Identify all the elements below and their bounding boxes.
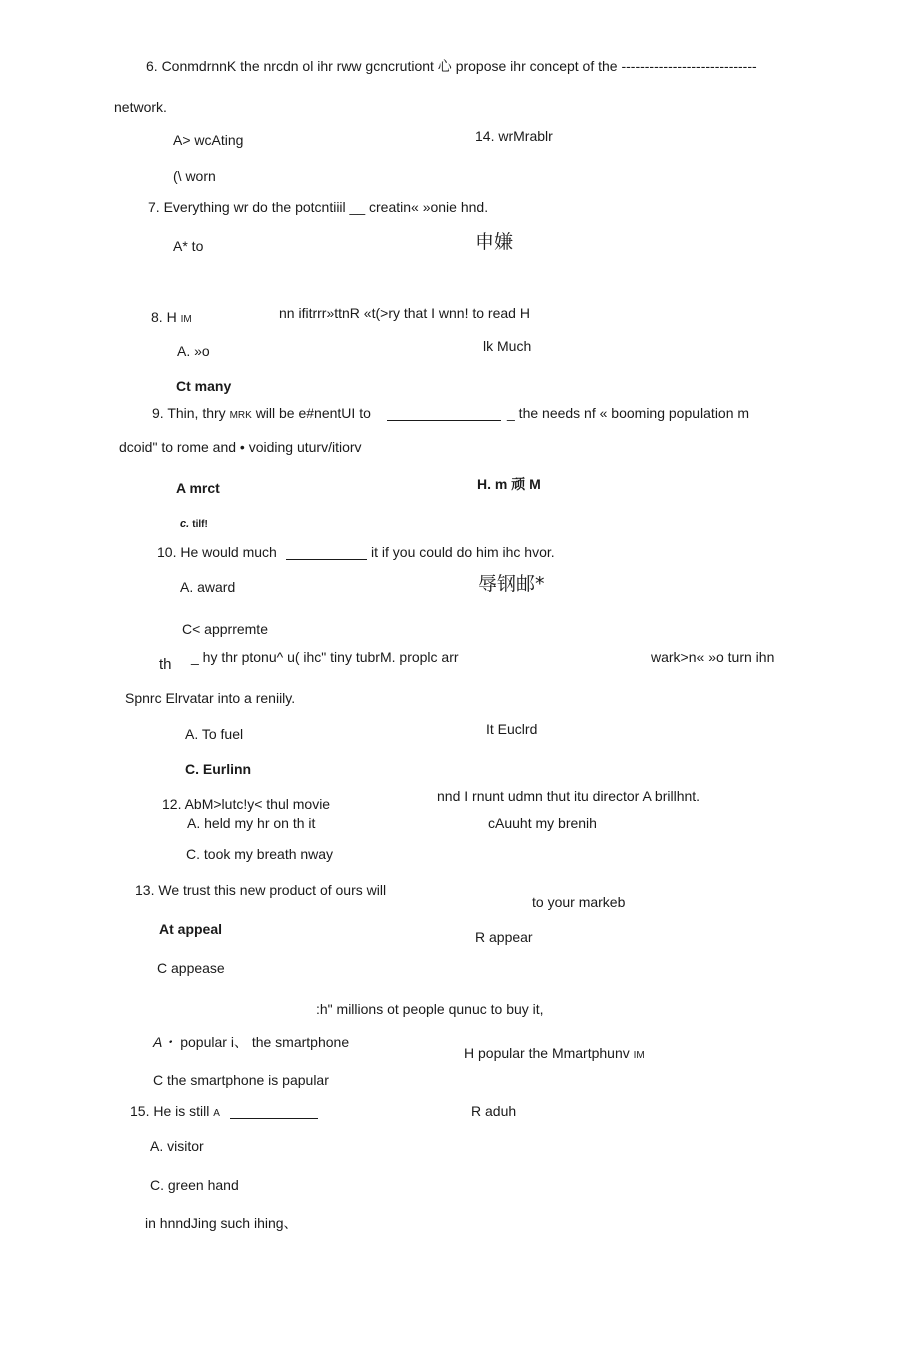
q7-option-a: A* to [173,238,204,254]
q9-blank [387,420,501,421]
q8-option-a: A. »o [177,343,210,359]
q7-stem: 7. Everything wr do the potcntiiil __ creatin« »onie hnd. [148,199,489,215]
q14-option-a [153,1034,349,1050]
q9-stem-a: 9. Thin, thry [152,405,226,421]
q10-stem-start: 10. He would much [157,544,277,560]
q12-option-a: A. held my hr on th it [187,815,316,831]
q12-option-c: C. took my breath nway [186,846,334,862]
q10-option-c: C< apprremte [182,621,268,637]
q14-stem: :h" millions ot people qunuc to buy it, [316,1001,544,1017]
q9-stem-start [152,405,371,424]
q8-number-small: IM [180,314,192,325]
q8-option-b: lk Much [483,338,532,354]
q9-stem-cont: dcoid" to rome and • voiding uturv/itiorv [119,439,362,455]
q9-option-c-label: c. [180,518,190,530]
q10-stem-end: it if you could do him ihc hvor. [371,544,555,560]
q6-option-b: 14. wrMrablr [475,128,553,144]
q8-stem: nn ifitrrr»ttnR «t(>ry that I wnn! to read H [279,305,530,321]
q10-option-a: A. award [180,579,236,595]
q8-number [151,309,192,328]
q14-option-c: C the smartphone is papular [153,1072,329,1088]
q14-option-a-mark: A・ [153,1034,177,1050]
q9-option-c [180,516,208,533]
q10-blank [286,559,367,560]
q11-stem-cont: Spnrc Elrvatar into a reniily. [125,690,296,706]
q9-option-c-small: tilf! [192,519,208,530]
q13-option-a: At appeal [159,921,223,937]
q15-blank [230,1118,318,1119]
q6-stem-cont: network. [114,99,167,115]
q9-option-b: H. m 顽 M [477,476,541,492]
q12-option-b: cAuuht my brenih [488,815,597,831]
q11-number: th [159,656,172,673]
q9-stem-small: MRK [229,410,252,421]
q9-stem-b: will be e#nentUI to [255,405,371,421]
q14-option-b-small: IM [633,1050,645,1061]
q6-option-a: A> wcAting [173,132,244,148]
q6-option-c: (\ worn [173,168,216,184]
q10-option-b: 辱钢邮* [478,573,545,595]
q13-stem-right: to your markeb [532,894,626,910]
q15-option-b: R aduh [471,1103,517,1119]
q8-option-c: Ct many [176,378,232,394]
q15-tail: in hnndJing such ihing、 [145,1215,298,1231]
q8-number-text: 8. H [151,309,177,325]
q6-stem: 6. ConmdrnnK the nrcdn ol ihr rww gcncrutiont 心 propose ihr concept of the ----------------------------- [146,58,757,74]
q14-option-a-text: popular i、 the smartphone [180,1034,350,1050]
q13-stem: 13. We trust this new product of ours will [135,882,387,898]
q11-stem: _ hy thr ptonu^ u( ihc" tiny tubrM. proplc arr [191,649,459,665]
q11-option-a: A. To fuel [185,726,244,742]
q11-option-b: It Euclrd [486,721,538,737]
q9-stem-end: _ the needs nf « booming population m [507,405,750,421]
q7-option-b: 申嫌 [475,231,514,253]
q15-option-a: A. visitor [150,1138,204,1154]
q12-stem-right: nnd I rnunt udmn thut itu director A brillhnt. [437,788,701,804]
q13-option-b: R appear [475,929,533,945]
q13-option-c: C appease [157,960,225,976]
q14-option-b-text: H popular the Mmartphunv [464,1045,630,1061]
q15-option-c: C. green hand [150,1177,239,1193]
q15-stem [130,1103,220,1122]
q15-stem-small: A [213,1108,220,1119]
q11-stem-right: wark>n« »o turn ihn [651,649,775,665]
q14-option-b [464,1045,645,1064]
q15-stem-text: 15. He is still [130,1103,210,1119]
q12-stem: 12. AbM>lutc!y< thul movie [162,796,331,812]
q9-option-a: A mrct [176,480,220,496]
q11-option-c: C. Eurlinn [185,761,252,777]
